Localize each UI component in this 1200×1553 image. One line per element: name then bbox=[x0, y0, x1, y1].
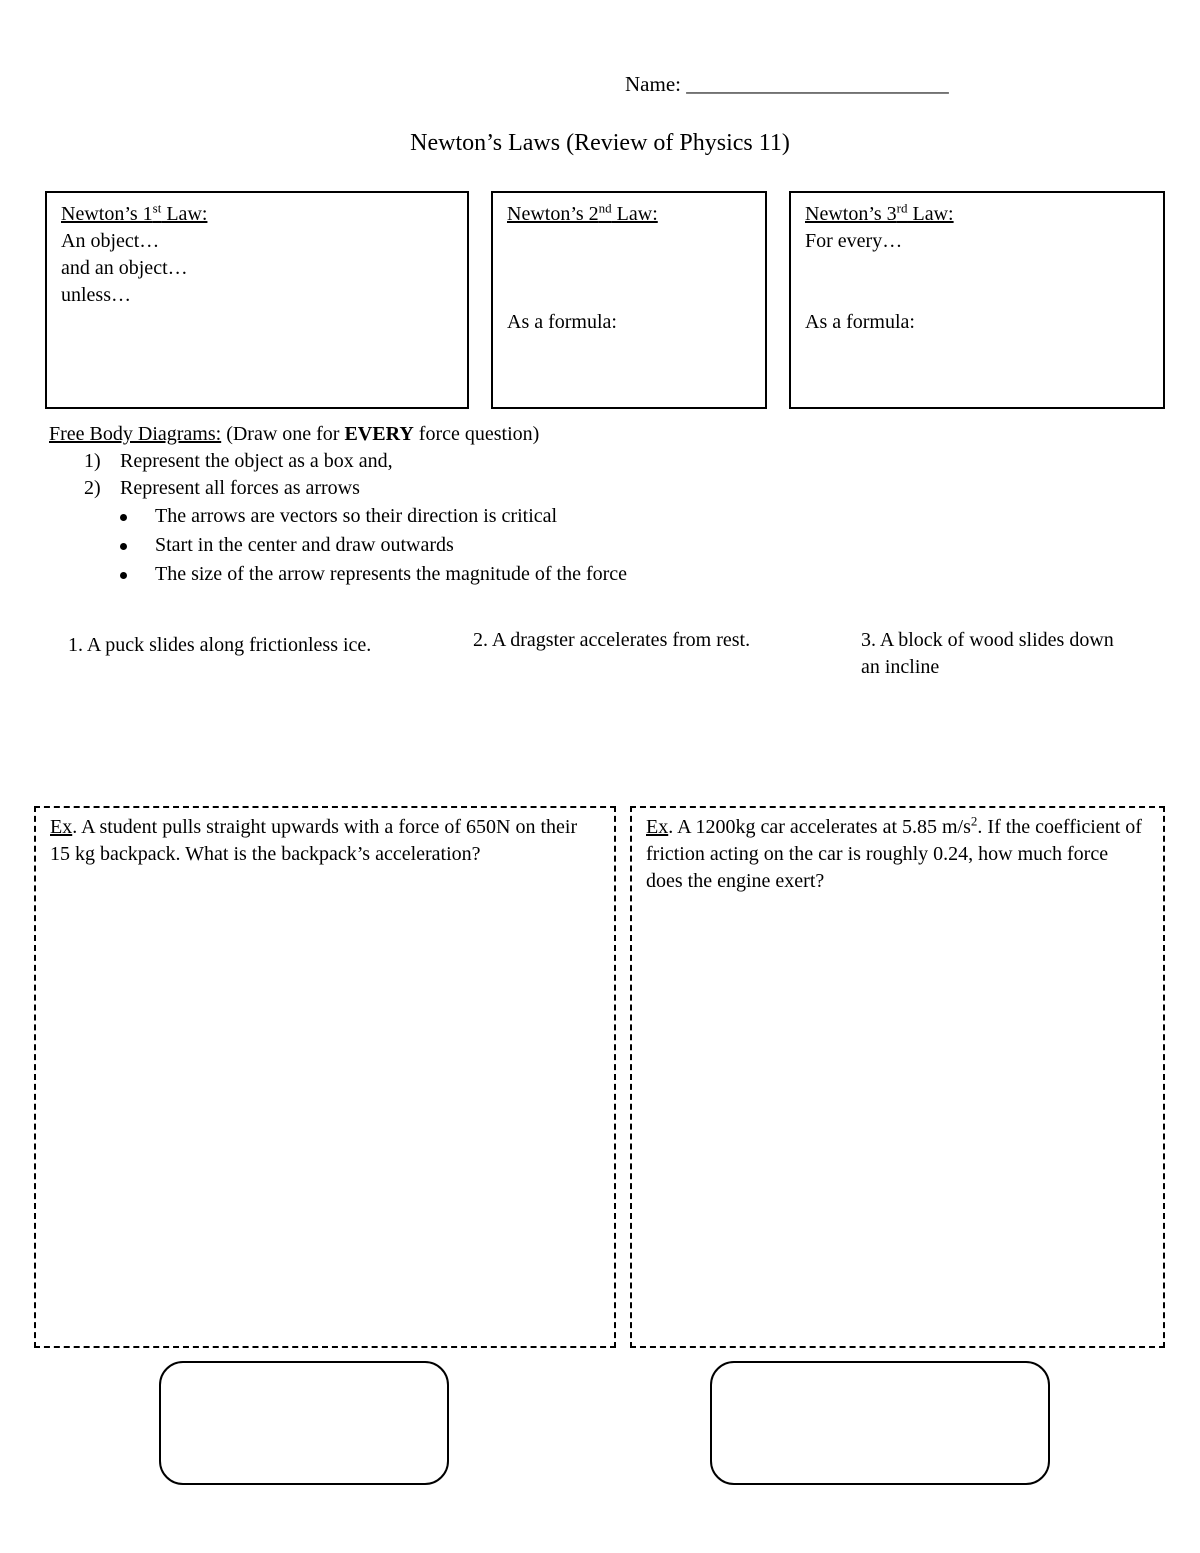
example-box-right[interactable]: Ex. A 1200kg car accelerates at 5.85 $m/s^2$. If the coefficient of friction acting on the car is roughly 0.24, how much force does the engine exert? bbox=[630, 806, 1165, 1348]
first-law-heading: Newton’s 1st Law: bbox=[61, 200, 208, 225]
fbd-section bbox=[49, 421, 627, 589]
answer-box-right[interactable] bbox=[710, 1361, 1050, 1485]
bullet-icon bbox=[120, 543, 127, 550]
fbd-emphasis: EVERY bbox=[344, 423, 414, 445]
example-label: Ex bbox=[50, 816, 73, 838]
first-law-line: unless… bbox=[61, 284, 131, 306]
second-law-heading: Newton’s 2nd Law: bbox=[507, 200, 658, 225]
fbd-bullet: Start in the center and draw outwards bbox=[49, 531, 627, 560]
first-law-line: An object… bbox=[61, 230, 160, 252]
fbd-intro: Free Body Diagrams: (Draw one for EVERY force question) bbox=[49, 423, 540, 445]
first-law-box bbox=[45, 191, 469, 409]
name-label: Name: bbox=[625, 72, 681, 96]
third-law-line: For every… bbox=[805, 230, 903, 252]
example-box-left[interactable] bbox=[34, 806, 616, 1348]
fbd-heading: Free Body Diagrams: bbox=[49, 423, 222, 445]
second-law-box bbox=[491, 191, 767, 409]
fbd-question-3: 3. A block of wood slides down an incline bbox=[861, 629, 1114, 678]
name-blank[interactable]: _________________________ bbox=[686, 72, 949, 96]
third-law-heading: Newton’s 3rd Law: bbox=[805, 200, 954, 225]
name-line bbox=[625, 72, 949, 97]
example-label: Ex bbox=[646, 816, 669, 838]
example-text: . A student pulls straight upwards with a force of 650N on their 15 kg backpack. What is the backpack’s acceleration? bbox=[50, 816, 578, 865]
bullet-icon bbox=[120, 572, 127, 579]
fbd-question-2: 2. A dragster accelerates from rest. bbox=[473, 629, 751, 651]
bullet-icon bbox=[120, 514, 127, 521]
fbd-step: 2) Represent all forces as arrows bbox=[84, 477, 360, 499]
fbd-bullet: The arrows are vectors so their direction is critical bbox=[49, 502, 627, 531]
example-text: . A 1200kg car accelerates at 5.85 m/s bbox=[668, 816, 971, 838]
fbd-step: 1) Represent the object as a box and, bbox=[84, 450, 393, 472]
page-title: Newton’s Laws (Review of Physics 11) bbox=[410, 130, 790, 156]
answer-box-left[interactable] bbox=[159, 1361, 449, 1485]
third-law-box bbox=[789, 191, 1165, 409]
first-law-line: and an object… bbox=[61, 257, 188, 279]
third-law-formula-label: As a formula: bbox=[805, 311, 915, 333]
second-law-formula-label: As a formula: bbox=[507, 311, 617, 333]
fbd-bullet: The size of the arrow represents the magnitude of the force bbox=[49, 560, 627, 589]
fbd-question-1: 1. A puck slides along frictionless ice. bbox=[68, 634, 372, 656]
